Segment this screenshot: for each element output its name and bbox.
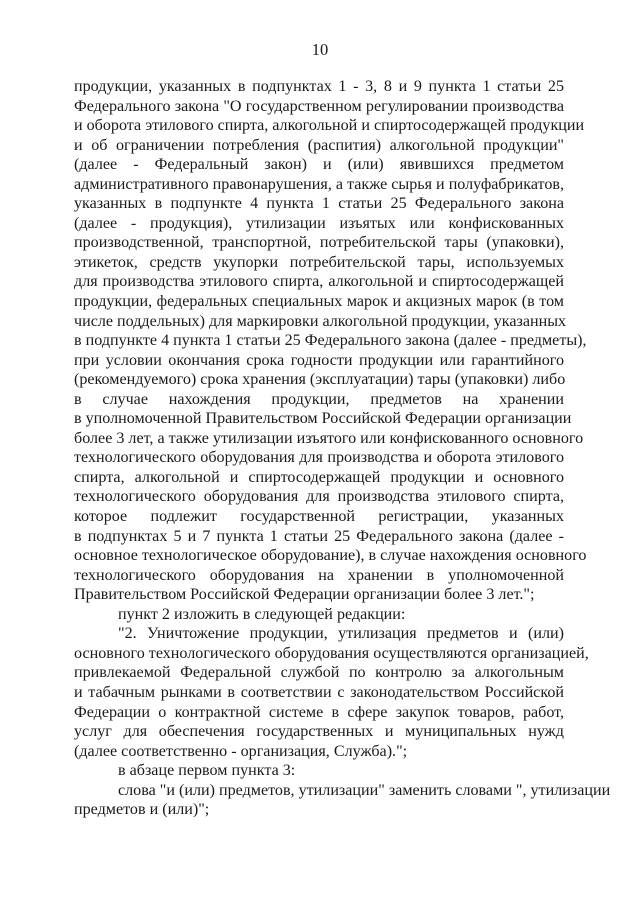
text-line: для производства этилового спирта, алкогольной и спиртосодержащей xyxy=(74,273,564,291)
text-line: указанных в подпункте 4 пункта 1 статьи 25 Федерального закона xyxy=(74,195,564,213)
text-line: основное технологическое оборудование), в случае нахождения основного xyxy=(74,547,587,565)
text-line: более 3 лет, а также утилизации изъятого или конфискованного основного xyxy=(74,429,584,447)
text-line: предметов и (или)"; xyxy=(74,801,210,819)
text-line: (далее соответственно - организация, Служба)."; xyxy=(74,742,408,760)
text-line: административного правонарушения, а также сырья и полуфабрикатов, xyxy=(74,175,565,193)
text-line: (далее - Федеральный закон) и (или) явившихся предметом xyxy=(74,156,564,174)
text-line: в абзаце первом пункта 3: xyxy=(118,762,296,780)
text-line: в случае нахождения продукции, предметов на хранении xyxy=(74,390,564,408)
text-line: услуг для обеспечения государственных и муниципальных нужд xyxy=(74,723,564,741)
text-line: в подпункте 4 пункта 1 статьи 25 Федерального закона (далее - предметы), xyxy=(74,332,587,350)
text-line: (далее - продукция), утилизации изъятых или конфискованных xyxy=(74,214,564,232)
text-line: при условии окончания срока годности продукции или гарантийного xyxy=(74,351,564,369)
text-line: "2. Уничтожение продукции, утилизация предметов и (или) xyxy=(118,625,564,643)
text-line: производственной, транспортной, потребительской тары (упаковки), xyxy=(74,234,564,252)
page-number: 10 xyxy=(311,40,329,59)
text-line: технологического оборудования для производства этилового спирта, xyxy=(74,488,564,506)
text-line: технологического оборудования для производства и оборота этилового xyxy=(74,449,564,467)
text-line: (рекомендуемого) срока хранения (эксплуатации) тары (упаковки) либо xyxy=(74,371,566,389)
text-line: продукции, указанных в подпунктах 1 - 3, 8 и 9 пункта 1 статьи 25 xyxy=(74,78,564,95)
text-line: которое подлежит государственной регистрации, указанных xyxy=(74,508,564,526)
text-line: основного технологического оборудования осуществляются организацией, xyxy=(74,644,589,662)
text-line: Федерального закона "О государственном регулировании производства xyxy=(74,97,564,115)
text-line: продукции, федеральных специальных марок и акцизных марок (в том xyxy=(74,293,564,311)
text-line: и табачным рынками в соответствии с законодательством Российской xyxy=(74,683,564,701)
text-line: числе поддельных) для маркировки алкогольной продукции, указанных xyxy=(74,312,567,330)
text-line: и оборота этилового спирта, алкогольной и спиртосодержащей продукции xyxy=(74,117,585,135)
text-line: Федерации о контрактной системе в сфере закупок товаров, работ, xyxy=(74,703,564,721)
text-line: спирта, алкогольной и спиртосодержащей продукции и основного xyxy=(74,468,564,486)
text-line: в подпунктах 5 и 7 пункта 1 статьи 25 Федерального закона (далее - xyxy=(74,527,564,545)
text-line: привлекаемой Федеральной службой по контролю за алкогольным xyxy=(74,664,564,682)
text-line: Правительством Российской Федерации организации более 3 лет."; xyxy=(74,586,535,604)
text-line: пункт 2 изложить в следующей редакции: xyxy=(118,605,406,623)
text-line: этикеток, средств укупорки потребительской тары, используемых xyxy=(74,253,564,271)
text-line: технологического оборудования на хранении в уполномоченной xyxy=(74,566,564,584)
text-line: в уполномоченной Правительством Российской Федерации организации xyxy=(74,410,572,428)
text-line: слова "и (или) предметов, утилизации" заменить словами ", утилизации xyxy=(118,781,611,799)
text-line: и об ограничении потребления (распития) алкогольной продукции" xyxy=(74,136,564,154)
document-body xyxy=(74,77,611,820)
